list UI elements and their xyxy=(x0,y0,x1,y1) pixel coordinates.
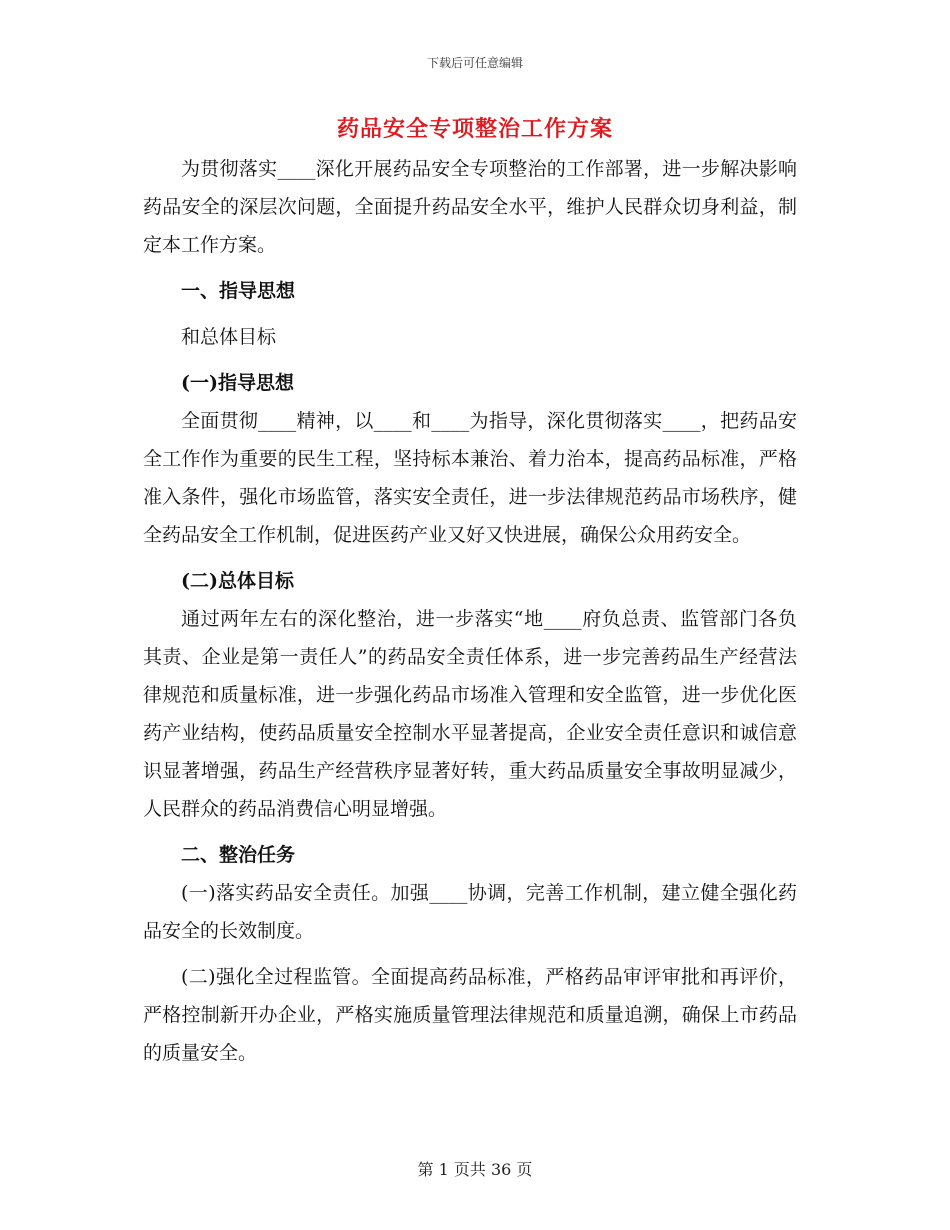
guiding-thought-paragraph: 全面贯彻____精神，以____和____为指导，深化贯彻落实____，把药品安全工作作为重要的民生工程，坚持标本兼治、着力治本，提高药品标准，严格准入条件，强化市场监管，落实安全责任，进一步法律规范药品市场秩序，健全药品安全工作机制，促进医药产业又好又快进展，确保公众用药安全。 xyxy=(143,410,797,546)
intro-paragraph: 为贯彻落实____深化开展药品安全专项整治的工作部署，进一步解决影响药品安全的深层次问题，全面提升药品安全水平，维护人民群众切身利益，制定本工作方案。 xyxy=(143,158,797,256)
section-heading-tasks: 二、整治任务 xyxy=(181,844,296,866)
overall-goal-paragraph: 通过两年左右的深化整治，进一步落实“地____府负总责、监管部门各负其责、企业是第一责任人”的药品安全责任体系，进一步完善药品生产经营法律规范和质量标准，进一步强化药品市场准入管理和安全监管，进一步优化医药产业结构，使药品质量安全控制水平显著提高，企业安全责任意识和诚信意识显著增强，药品生产经营秩序显著好转，重大药品质量安全事故明显减少，人民群众的药品消费信心明显增强。 xyxy=(143,608,797,820)
subheading-overall-goal: (二)总体目标 xyxy=(181,570,294,592)
header-note: 下载后可任意编辑 xyxy=(426,56,523,70)
document-body xyxy=(143,150,797,1072)
subheading-guiding-thought: (一)指导思想 xyxy=(181,372,294,394)
task-paragraph-1: (一)落实药品安全责任。加强____协调，完善工作机制，建立健全强化药品安全的长效制度。 xyxy=(143,882,797,942)
document-title: 药品安全专项整治工作方案 xyxy=(336,116,613,142)
section-heading-guiding-thought: 一、指导思想 xyxy=(181,280,296,302)
task-paragraph-2: (二)强化全过程监管。全面提高药品标准，严格药品审评审批和再评价，严格控制新开办企业，严格实施质量管理法律规范和质量追溯，确保上市药品的质量安全。 xyxy=(143,966,797,1064)
section-subtitle-overall-goal: 和总体目标 xyxy=(181,326,277,348)
page-number: 第 1 页共 36 页 xyxy=(417,1160,533,1179)
